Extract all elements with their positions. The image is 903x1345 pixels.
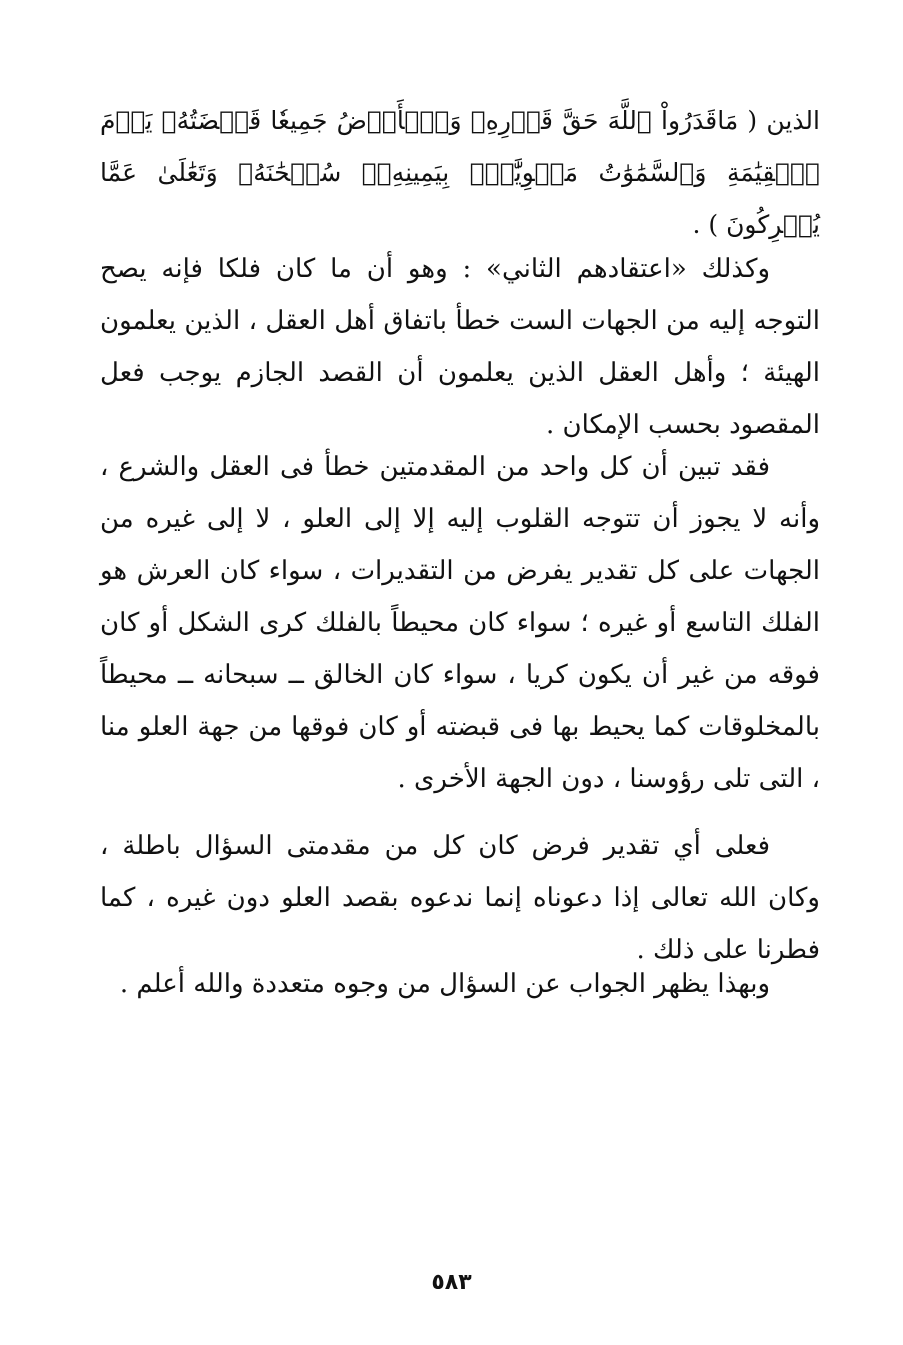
paragraph-second-belief: وكذلك «اعتقادهم الثاني» : وهو أن ما كان فلكا فإنه يصح التوجه إليه من الجهات الست خطأ باتفاق أهل العقل ، الذين يعلمون الهيئة ؛ وأهل العقل الذين يعلمون أن القصد الجازم يوجب فعل المقصود بحسب الإمكان . (100, 254, 820, 440)
paragraph-final-answer: وبهذا يظهر الجواب عن السؤال من وجوه متعددة والله أعلم . (119, 969, 770, 999)
quran-verse-paragraph: الذين ( مَاقَدَرُواْ ٱللَّهَ حَقَّ قَدۡرِهِۦ وَٱلۡأَرۡضُ جَمِيعٗا قَبۡضَتُهُۥ يَوۡمَ ٱلۡقِيَٰمَةِ وَٱلسَّمَٰوَٰتُ مَطۡوِيَّٰتُۢ بِيَمِينِهِۦۚ سُبۡحَٰنَهُۥ وَتَعَٰلَىٰ عَمَّا يُشۡرِكُونَ ) . (100, 106, 820, 239)
page-number: ٥٨٣ (431, 1270, 472, 1295)
paragraph-premises-error: فقد تبين أن كل واحد من المقدمتين خطأ فى العقل والشرع ، وأنه لا يجوز أن تتوجه القلوب إليه إلا إلى العلو ، لا إلى غيره من الجهات على كل تقدير يفرض من التقديرات ، سواء كان العرش هو الفلك التاسع أو غيره ؛ سواء كان محيطاً بالفلك كرى الشكل أو كان فوقه من غير أن يكون كريا ، سواء كان الخالق ــ سبحانه ــ محيطاً بالمخلوقات كما يحيط بها فى قبضته أو كان فوقها من جهة العلو منا ، التى تلى رؤوسنا ، دون الجهة الأخرى . (100, 452, 820, 794)
paragraph-conclusion: فعلى أي تقدير فرض كان كل من مقدمتى السؤال باطلة ، وكان الله تعالى إذا دعوناه إنما ندعوه بقصد العلو دون غيره ، كما فطرنا على ذلك . (100, 831, 820, 965)
